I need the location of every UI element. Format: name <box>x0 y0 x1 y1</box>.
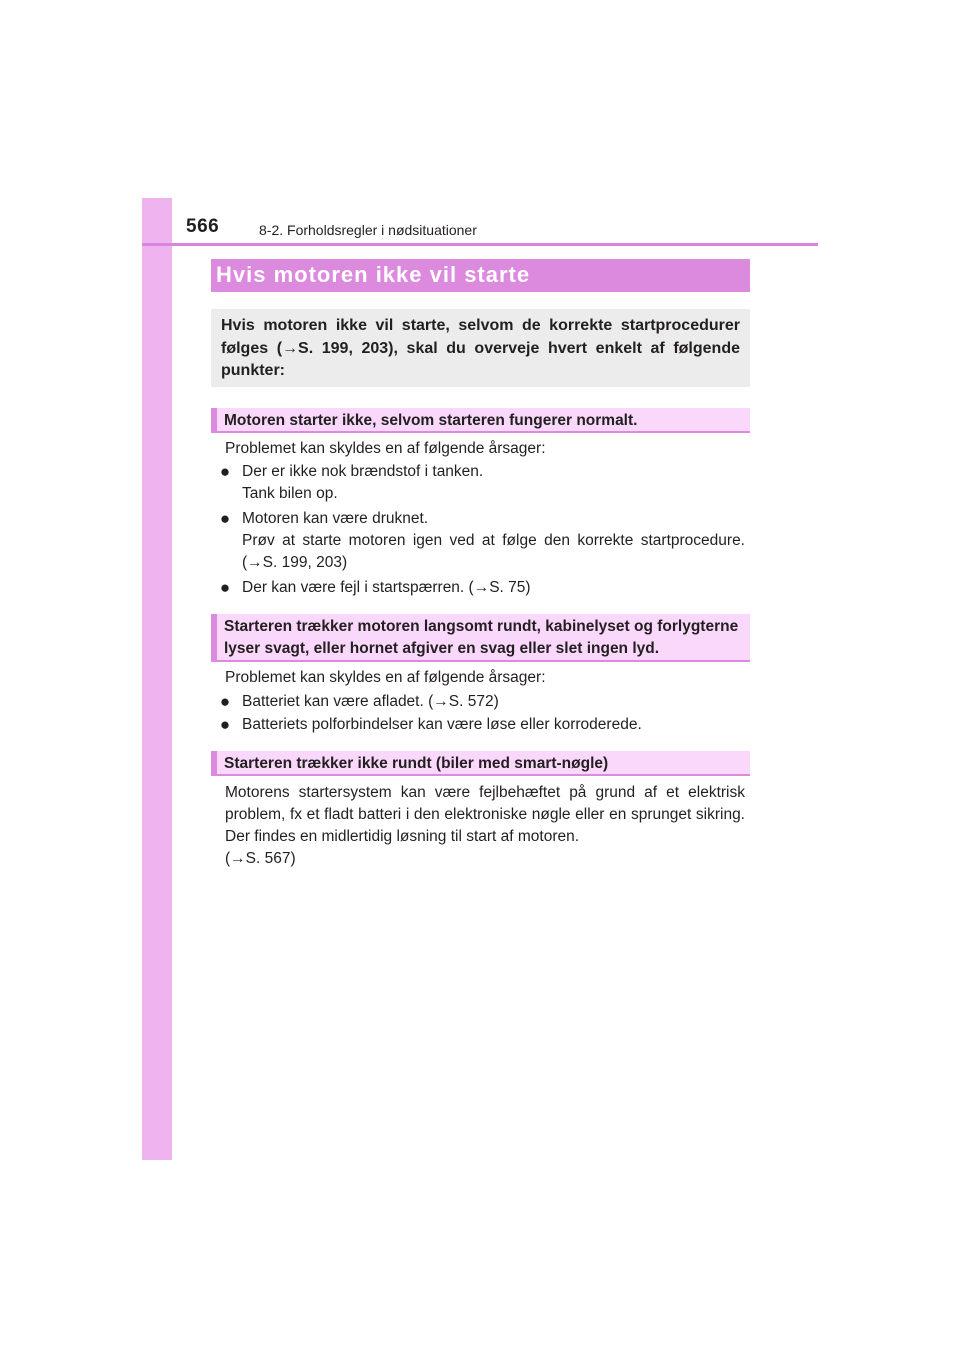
section-breadcrumb: 8-2. Forholdsregler i nødsituationer <box>259 222 477 238</box>
bullet-icon: ● <box>219 692 231 711</box>
section-3-body <box>225 782 745 870</box>
bullet-text: Der er ikke nok brændstof i tanken. <box>242 463 484 480</box>
list-item <box>211 461 745 505</box>
section-3-text: Motorens startersystem kan være fejlbehæftet på grund af et elektrisk problem, fx et fladt batteri i den elektroniske nøgle eller en sprunget sikring. Der findes en midlertidig løsning til start af motoren. <box>225 784 745 845</box>
header-divider <box>142 243 818 246</box>
bullet-text: Der kan være fejl i startspærren. (→S. 75) <box>242 579 531 596</box>
bullet-text: Motoren kan være druknet. <box>242 510 429 527</box>
chapter-tab-bar <box>142 198 172 1160</box>
bullet-icon: ● <box>219 462 231 481</box>
bullet-icon: ● <box>219 509 231 528</box>
list-item <box>211 577 745 599</box>
bullet-text: Batteriets polforbindelser kan være løse eller korroderede. <box>242 716 642 733</box>
section-1-lead: Problemet kan skyldes en af følgende årsager: <box>225 440 546 457</box>
page-number: 566 <box>186 216 220 237</box>
section-heading-3: Starteren trækker ikke rundt (biler med smart-nøgle) <box>211 751 750 776</box>
intro-box: Hvis motoren ikke vil starte, selvom de korrekte startprocedurer følges (→S. 199, 203), skal du overveje hvert enkelt af følgende punkter: <box>211 309 750 387</box>
bullet-detail: Prøv at starte motoren igen ved at følge den korrekte startprocedure. (→S. 199, 203) <box>242 532 745 571</box>
list-item <box>211 691 745 713</box>
section-3-ref: (→S. 567) <box>225 850 296 867</box>
page-title: Hvis motoren ikke vil starte <box>211 259 750 292</box>
bullet-icon: ● <box>219 578 231 597</box>
section-heading-1: Motoren starter ikke, selvom starteren fungerer normalt. <box>211 408 750 433</box>
bullet-icon: ● <box>219 715 231 734</box>
bullet-detail: Tank bilen op. <box>242 485 338 502</box>
list-item <box>211 508 745 574</box>
bullet-text: Batteriet kan være afladet. (→S. 572) <box>242 693 499 710</box>
section-2-lead: Problemet kan skyldes en af følgende årsager: <box>225 669 546 686</box>
section-heading-2: Starteren trækker motoren langsomt rundt, kabinelyset og forlygterne lyser svagt, eller hornet afgiver en svag eller slet ingen lyd. <box>211 614 750 662</box>
list-item <box>211 714 745 736</box>
